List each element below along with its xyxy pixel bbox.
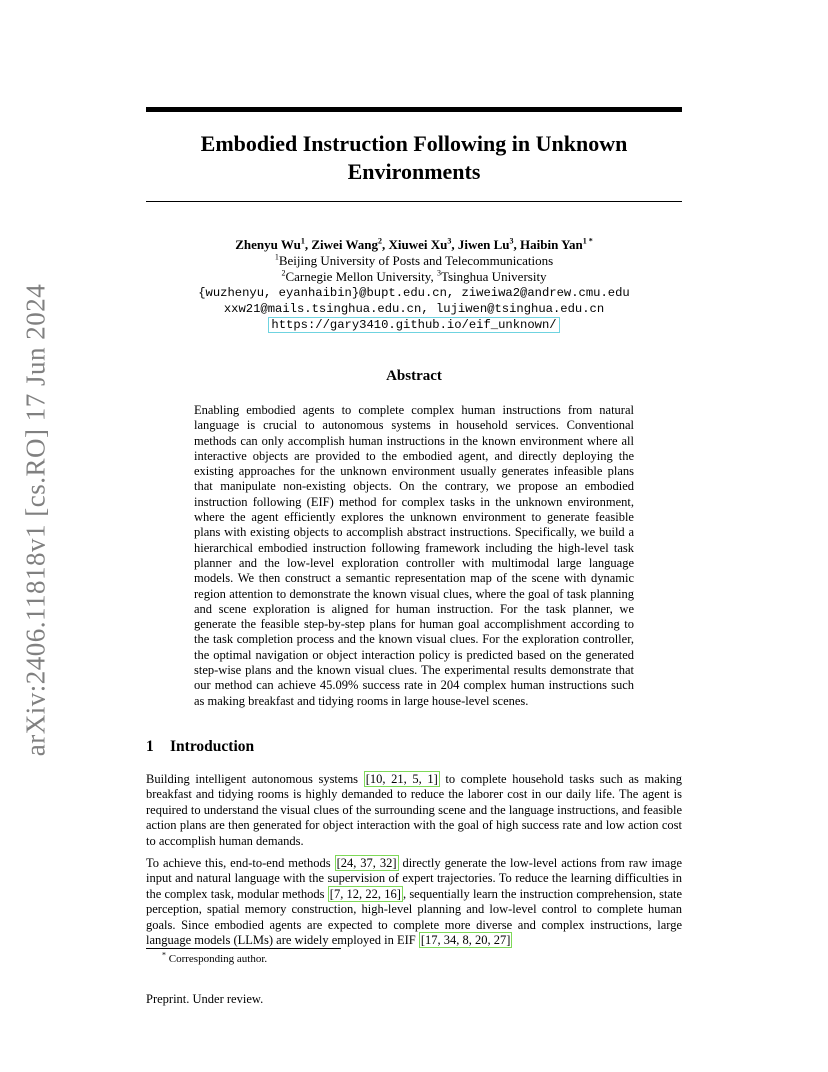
author-2: Ziwei Wang: [311, 237, 378, 252]
footnote-mark: *: [162, 950, 166, 960]
paper-title: [146, 130, 682, 186]
footnote: [162, 950, 268, 965]
author-block: [146, 237, 682, 333]
author-2-affil: 2: [377, 236, 382, 246]
author-5-affil: 1 *: [582, 236, 593, 246]
abstract-heading: Abstract: [386, 368, 442, 384]
preprint-footer: Preprint. Under review.: [146, 992, 264, 1006]
citation-link[interactable]: [24, 37, 32]: [336, 856, 397, 870]
affiliation-3-text: Tsinghua University: [440, 269, 547, 284]
arxiv-side-stamp: arXiv:2406.11818v1 [cs.RO] 17 Jun 2024: [20, 283, 51, 757]
intro-paragraph-1: [146, 772, 682, 849]
section-number: 1: [146, 738, 154, 755]
affiliation-2-mark: 2: [281, 268, 286, 278]
email-line-1: {wuzhenyu, eyanhaibin}@bupt.edu.cn, ziweiwa2@andrew.cmu.edu: [198, 286, 630, 300]
title-bottom-rule: [146, 201, 682, 202]
section-heading-introduction: [146, 738, 254, 756]
affiliation-2-3: [146, 269, 682, 285]
affiliation-2-text: Carnegie Mellon University,: [285, 269, 437, 284]
para2-text-3: , sequentially learn the instruction comprehension, state perception, spatial memory construction, high-level planning and low-level control to complete human goals. Since embodied agents are expected to complete more diverse and complex instructions, large language models (LLMs) are widely employed in EIF: [146, 886, 683, 948]
author-names: Zhenyu Wu$^1$, Ziwei Wang$^2$, Xiuwei Xu$^3$, Jiwen Lu$^3$, Haibin Yan$^{1 *}$: [235, 236, 593, 252]
email-line-2: xxw21@mails.tsinghua.edu.cn, lujiwen@tsinghua.edu.cn: [223, 302, 605, 316]
citation-link[interactable]: [17, 34, 8, 20, 27]: [420, 933, 511, 948]
para2-text-2: directly generate the low-level actions from raw image input and natural language with the supervision of expert trajectories. To reduce the learning difficulties in the complex task, modular methods: [146, 856, 682, 901]
author-3: Xiuwei Xu: [388, 237, 448, 252]
para2-text-1: To achieve this, end-to-end methods: [146, 856, 335, 870]
title-top-rule: [146, 107, 682, 112]
para1-text-1: Building intelligent autonomous systems: [146, 772, 364, 786]
affiliation-1-mark: 1: [274, 252, 279, 262]
author-1-affil: 1: [300, 236, 305, 246]
project-url-line: [146, 317, 682, 333]
title-line-2: Environments: [347, 159, 481, 184]
intro-paragraph-2: [146, 856, 682, 948]
para1-text-2: to complete household tasks such as making breakfast and tidying rooms is highly demanded to reduce the laborer cost in our daily life. The agent is required to understand the visual clues of the surrounding scene and the language instructions, and feasible action plans are then generated for object interaction with the goal of high success rate and low action cost to accomplish human demands.: [146, 772, 682, 848]
affiliation-1-text: Beijing University of Posts and Telecommunications: [278, 253, 554, 268]
citation-link[interactable]: [10, 21, 5, 1]: [365, 772, 438, 786]
author-1: Zhenyu Wu: [235, 237, 301, 252]
title-line-1: Embodied Instruction Following in Unknown: [200, 131, 628, 156]
section-title: Introduction: [170, 738, 255, 755]
abstract-text: Enabling embodied agents to complete complex human instructions from natural language is crucial to autonomous systems in household services. Conventional methods can only accomplish human instructions in the known environment where all interactive objects are provided to the embodied agent, and directly deploying the existing approaches for the unknown environment usually generates infeasible plans that manipulate non-existing objects. On the contrary, we propose an embodied instruction following (EIF) method for complex tasks in the unknown environment, where the agent efficiently explores the unknown environment to generate feasible plans with existing objects to accomplish abstract instructions. Specifically, we build a hierarchical embodied instruction following framework including the high-level task planner and the low-level exploration controller with multimodal large language models. We then construct a semantic representation map of the scene with dynamic region attention to demonstrate the known visual clues, where the goal of task planning and scene exploration is aligned for human instruction. For the task planner, we generate the feasible step-by-step plans for human goal accomplishment according to the task completion process and the known visual clues. For the exploration controller, the optimal navigation or object interaction policy is predicted based on the generated step-wise plans and the known visual clues. The experimental results demonstrate that our method can achieve 45.09% success rate in 204 complex human instructions such as making breakfast and tidying rooms in large house-level scenes.: [194, 403, 634, 708]
footnote-rule: [146, 948, 341, 949]
footnote-text: Corresponding author.: [166, 953, 268, 965]
citation-link[interactable]: [7, 12, 22, 16]: [329, 886, 401, 901]
affiliation-3-mark: 3: [436, 268, 441, 278]
affiliation-1: [146, 253, 682, 269]
project-url-link[interactable]: https://gary3410.github.io/eif_unknown/: [268, 317, 559, 333]
author-4: Jiwen Lu: [457, 237, 510, 252]
author-5: Haibin Yan: [520, 237, 583, 252]
author-4-affil: 3: [509, 236, 514, 246]
author-3-affil: 3: [447, 236, 452, 246]
